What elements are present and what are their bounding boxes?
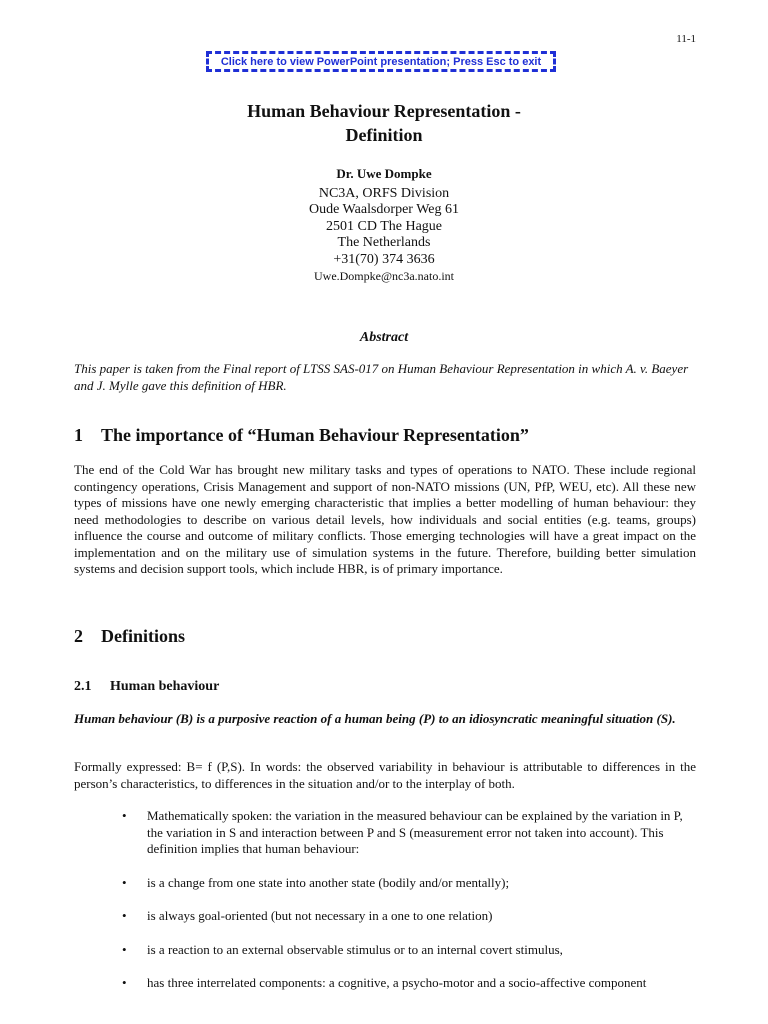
author-email: Uwe.Dompke@nc3a.nato.int <box>313 269 454 283</box>
human-behaviour-definition: Human behaviour (B) is a purposive reaction of a human being (P) to an idiosyncratic meaningful situation (S). <box>74 711 676 726</box>
list-item-text: is a change from one state into another state (bodily and/or mentally); <box>147 874 510 890</box>
author-name: Dr. Uwe Dompke <box>336 166 432 181</box>
author-country: The Netherlands <box>337 235 431 250</box>
paper-title <box>0 99 768 147</box>
author-street: Oude Waalsdorper Weg 61 <box>308 202 460 217</box>
subsection-2-1-title: Human behaviour <box>110 679 220 694</box>
author-block <box>0 166 768 285</box>
list-item <box>122 875 696 892</box>
subsection-2-1-number: 2.1 <box>74 679 92 694</box>
page-number: 11-1 <box>676 33 696 45</box>
abstract-heading: Abstract <box>359 330 409 345</box>
list-item-text: Mathematically spoken: the variation in the measured behaviour can be explained by the variation in P, the variation in S and interaction between P and S (measurement error not taken into account). This definition implies that human behaviour: <box>147 808 683 856</box>
bullet-icon: • <box>122 941 127 957</box>
list-item <box>122 808 696 858</box>
list-item-text: is always goal-oriented (but not necessary in a one to one relation) <box>147 908 493 923</box>
list-item <box>122 975 696 992</box>
list-item-text: is a reaction to an external observable stimulus or to an internal covert stimulus, <box>147 941 563 957</box>
list-item <box>122 908 696 925</box>
list-item-text: has three interrelated components: a cognitive, a psycho-motor and a socio-affective component <box>147 975 647 990</box>
author-city: 2501 CD The Hague <box>326 218 442 234</box>
section-1-heading <box>74 425 529 446</box>
list-item <box>122 942 696 959</box>
powerpoint-link[interactable]: Click here to view PowerPoint presentation; Press Esc to exit <box>206 51 556 72</box>
section-1-number: 1 <box>74 425 83 445</box>
formal-expression-paragraph: Formally expressed: B= f (P,S). In words: the observed variability in behaviour is attributable to differences in the person’s characteristics, to differences in the situation and/or to the interplay of both. <box>74 759 696 791</box>
bullet-icon: • <box>122 808 127 823</box>
title-line-1: Human Behaviour Representation - <box>247 101 521 121</box>
bullet-icon: • <box>122 975 127 990</box>
bullet-icon: • <box>122 908 127 923</box>
abstract-text: This paper is taken from the Final report of LTSS SAS-017 on Human Behaviour Representation in which A. v. Baeyer and J. Mylle gave this definition of HBR. <box>74 361 689 393</box>
title-line-2: Definition <box>345 125 423 145</box>
bullet-icon: • <box>122 874 127 890</box>
author-phone: +31(70) 374 3636 <box>333 251 435 267</box>
section-1-paragraph: The end of the Cold War has brought new military tasks and types of operations to NATO. These include regional contingency operations, Crisis Management and support of non-NATO missions (UN, PfP, WEU, etc). All these new types of missions have one newly emerging characteristic that implies a better modelling of human behaviour: they need methodologies to describe on various detail levels, how individuals and social entities (e.g. teams, groups) influence the course and outcome of military conflicts. Those emerging technologies will have a great impact on the implementation and on the military use of simulation systems in the future. Therefore, building better simulation systems and decision support tools, which include HBR, is of primary importance. <box>74 462 696 576</box>
section-2-number: 2 <box>74 626 83 646</box>
section-2-title: Definitions <box>101 626 186 646</box>
subsection-2-1-heading <box>74 679 219 695</box>
section-2-heading <box>74 626 185 647</box>
definition-implications-list <box>122 808 696 1009</box>
section-1-title: The importance of “Human Behaviour Representation” <box>101 425 529 445</box>
author-org: NC3A, ORFS Division <box>318 185 450 201</box>
